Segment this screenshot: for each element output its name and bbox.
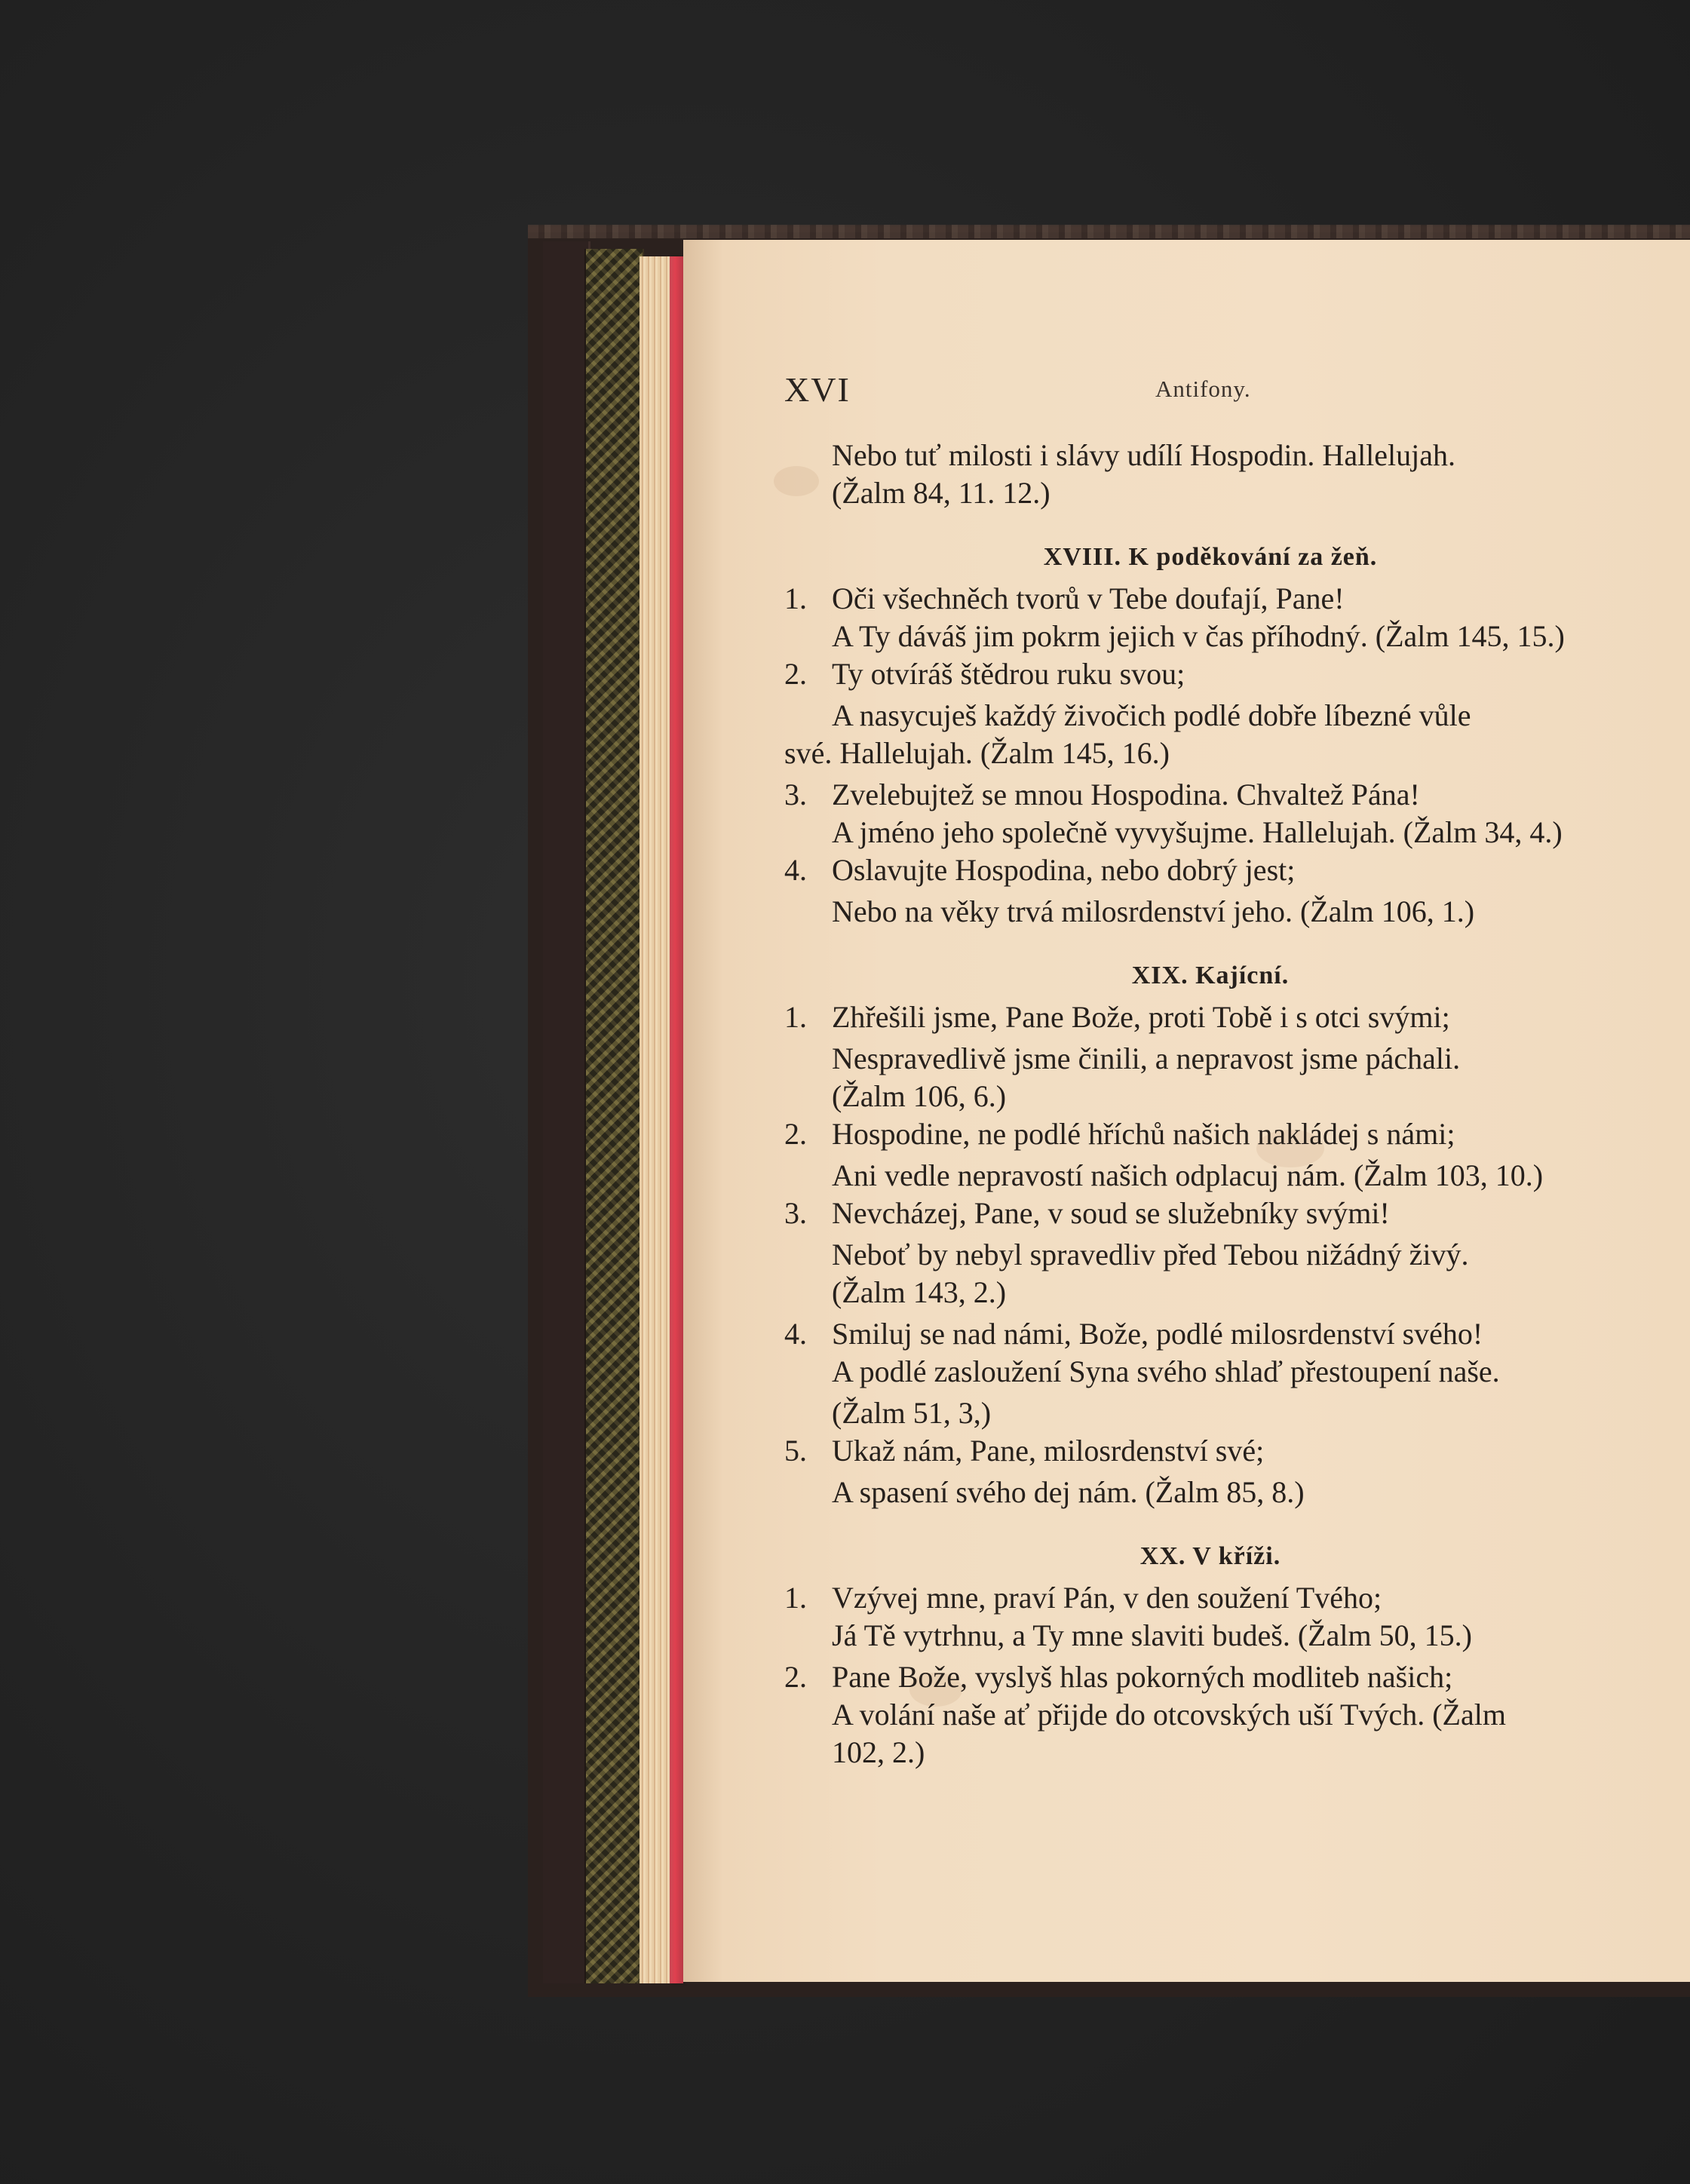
foxing-spot — [774, 466, 819, 496]
verse-number: 1. — [784, 1581, 807, 1615]
verse-number: 2. — [784, 1117, 807, 1151]
section-heading: XIX. Kajícní. — [1131, 962, 1290, 989]
running-title: Antifony. — [1155, 376, 1251, 402]
verse-line: Ukaž nám, Pane, milosrdenství své; — [832, 1434, 1265, 1468]
verse-line: Ani vedle nepravostí našich odplacuj nám. (Žalm 103, 10.) — [832, 1158, 1544, 1192]
verse-number: 1. — [784, 1000, 807, 1034]
verse-line: Já Tě vytrhnu, a Ty mne slaviti budeš. (Žalm 50, 15.) — [832, 1618, 1472, 1652]
verse-line: (Žalm 51, 3,) — [832, 1396, 992, 1430]
verse-number: 3. — [784, 778, 807, 811]
verse-number: 2. — [784, 657, 807, 691]
red-page-edge — [670, 256, 683, 1983]
verse-number: 1. — [784, 581, 807, 615]
verse-line: Nevcházej, Pane, v soud se služebníky svými! — [832, 1196, 1390, 1230]
intro-line: (Žalm 84, 11. 12.) — [832, 476, 1050, 510]
verse-line: Pane Bože, vyslyš hlas pokorných modliteb našich; — [832, 1660, 1453, 1694]
verse-line: A nasycuješ každý živočich podlé dobře líbezné vůle — [832, 698, 1471, 732]
book-spine — [543, 241, 590, 1983]
verse-line: Ty otvíráš štědrou ruku svou; — [832, 657, 1185, 691]
verse-line: Oči všechněch tvorů v Tebe doufají, Pane! — [832, 581, 1345, 615]
verse-number: 5. — [784, 1434, 807, 1468]
verse-number: 3. — [784, 1196, 807, 1230]
section-heading: XX. V kříži. — [1139, 1542, 1281, 1570]
verse-line: Hospodine, ne podlé hříchů našich nakládej s námi; — [832, 1117, 1455, 1151]
verse-line: Neboť by nebyl spravedliv před Tebou nižádný živý. — [832, 1238, 1469, 1271]
intro-line: Nebo tuť milosti i slávy udílí Hospodin. Hallelujah. — [832, 438, 1456, 472]
verse-number: 4. — [784, 1317, 807, 1351]
verse-line: Nebo na věky trvá milosrdenství jeho. (Žalm 106, 1.) — [832, 894, 1475, 928]
verse-line: Zvelebujtež se mnou Hospodina. Chvaltež Pána! — [832, 778, 1420, 811]
verse-line: Zhřešili jsme, Pane Bože, proti Tobě i s otci svými; — [832, 1000, 1450, 1034]
verse-line: A Ty dáváš jim pokrm jejich v čas příhodný. (Žalm 145, 15.) — [832, 619, 1565, 653]
verse-number: 2. — [784, 1660, 807, 1694]
verse-number: 4. — [784, 853, 807, 887]
verse-line: A podlé zasloužení Syna svého shlaď přestoupení naše. — [832, 1354, 1500, 1388]
verse-line: (Žalm 106, 6.) — [832, 1079, 1007, 1113]
verse-line: Nespravedlivě jsme činili, a nepravost jsme páchali. — [832, 1041, 1461, 1075]
verse-line: Oslavujte Hospodina, nebo dobrý jest; — [832, 853, 1296, 887]
verse-line: A jméno jeho společně vyvyšujme. Hallelujah. (Žalm 34, 4.) — [832, 815, 1563, 849]
page-number: XVI — [784, 370, 851, 409]
section-heading: XVIII. K poděkování za žeň. — [1043, 543, 1378, 571]
verse-line: Vzývej mne, praví Pán, v den soužení Tvého; — [832, 1581, 1382, 1615]
verse-line: Smiluj se nad námi, Bože, podlé milosrdenství svého! — [832, 1317, 1483, 1351]
verse-line: (Žalm 143, 2.) — [832, 1275, 1007, 1309]
verse-line: 102, 2.) — [832, 1735, 925, 1769]
verse-line: své. Hallelujah. (Žalm 145, 16.) — [784, 736, 1170, 770]
marbled-endpaper — [584, 249, 644, 1983]
cover-top-edge — [528, 225, 1690, 238]
verse-line: A spasení svého dej nám. (Žalm 85, 8.) — [832, 1475, 1305, 1509]
verse-line: A volání naše ať přijde do otcovských uší Tvých. (Žalm — [832, 1698, 1506, 1732]
